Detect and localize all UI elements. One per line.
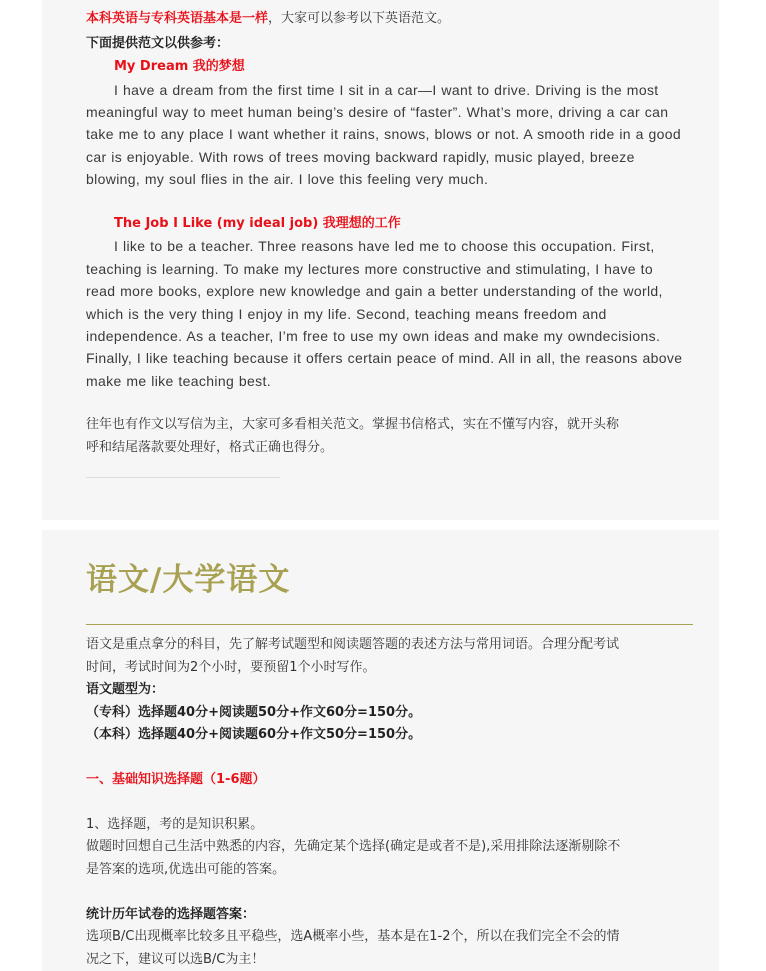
type-zhuanke: （专科）选择题40分+阅读题50分+作文60分=150分。 — [86, 705, 422, 720]
sample-heading: 下面提供范文以供参考： — [86, 36, 230, 51]
item1-text: 1、选择题，考的是知识积累。 — [86, 817, 264, 832]
essay2-line-1: I like to be a teacher. Three reasons have led me to choose this occupation. First, — [114, 238, 655, 254]
method-line-2: 是答案的选项,优选出可能的答案。 — [86, 862, 286, 877]
section-divider — [86, 477, 280, 478]
intro-highlight: 本科英语与专科英语基本是一样 — [86, 11, 269, 26]
essay1-line-4: car is enjoyable. With rows of trees moving backward rapidly, music played, breeze — [86, 149, 635, 165]
essay2-line-2: teaching is learning. To make my lectures more constructive and stimulating, I have to — [86, 261, 654, 277]
english-section-card — [42, 0, 719, 520]
essay2-line-6: Finally, I like teaching because it offers certain peace of mind. All in all, the reasons above — [86, 350, 683, 366]
method-line-1: 做题时回想自己生活中熟悉的内容，先确定某个选择(确定是或者不是),采用排除法逐渐剔除不 — [86, 839, 621, 854]
essay1-line-1: I have a dream from the first time I sit in a car—I want to drive. Driving is the most — [114, 82, 659, 98]
essay2-line-3: read more books, explore new knowledge and gain a better understanding of the world, — [86, 283, 663, 299]
essay1-line-3: take me to any place I want whether it rains, snows, blows or not. A smooth ride in a good — [86, 126, 682, 142]
desc-line-1: 语文是重点拿分的科目，先了解考试题型和阅读题答题的表述方法与常用词语。合理分配考试 — [86, 637, 620, 652]
note-line-2: 呼和结尾落款要处理好，格式正确也得分。 — [86, 440, 334, 455]
essay1-line-2: meaningful way to meet human being’s desire of “faster”. What’s more, driving a car can — [86, 104, 669, 120]
note-line-1: 往年也有作文以写信为主，大家可多看相关范文。掌握书信格式，实在不懂写内容，就开头称 — [86, 417, 620, 432]
desc-line-2: 时间，考试时间为2个小时，要预留1个小时写作。 — [86, 660, 376, 675]
type-benke: （本科）选择题40分+阅读题60分+作文50分=150分。 — [86, 727, 422, 742]
essay2-title: The Job I Like (my ideal job) 我理想的工作 — [114, 216, 401, 231]
part1-heading: 一、基础知识选择题（1-6题） — [86, 772, 266, 787]
intro-line — [86, 9, 450, 29]
stats-heading: 统计历年试卷的选择题答案： — [86, 907, 256, 922]
stats-line-1: 选项B/C出现概率比较多且平稳些，选A概率小些，基本是在1-2个，所以在我们完全不会的情 — [86, 929, 620, 944]
intro-rest: ，大家可以参考以下英语范文。 — [268, 11, 451, 26]
essay1-title: My Dream 我的梦想 — [114, 59, 245, 74]
chinese-section-card — [42, 530, 719, 971]
essay2-line-4: which is the very thing I enjoy in my life. Second, teaching means freedom and — [86, 306, 607, 322]
essay1-line-5: blowing, my soul flies in the air. I love this feeling very much. — [86, 171, 489, 187]
essay2-line-7: make me like teaching best. — [86, 373, 271, 389]
stats-line-2: 况之下，建议可以选B/C为主！ — [86, 952, 265, 967]
title-underline — [86, 624, 693, 625]
types-heading: 语文题型为： — [86, 682, 165, 697]
section-title: 语文/大学语文 — [86, 562, 291, 598]
essay2-line-5: independence. As a teacher, I’m free to use my own ideas and make my owndecisions. — [86, 328, 661, 344]
